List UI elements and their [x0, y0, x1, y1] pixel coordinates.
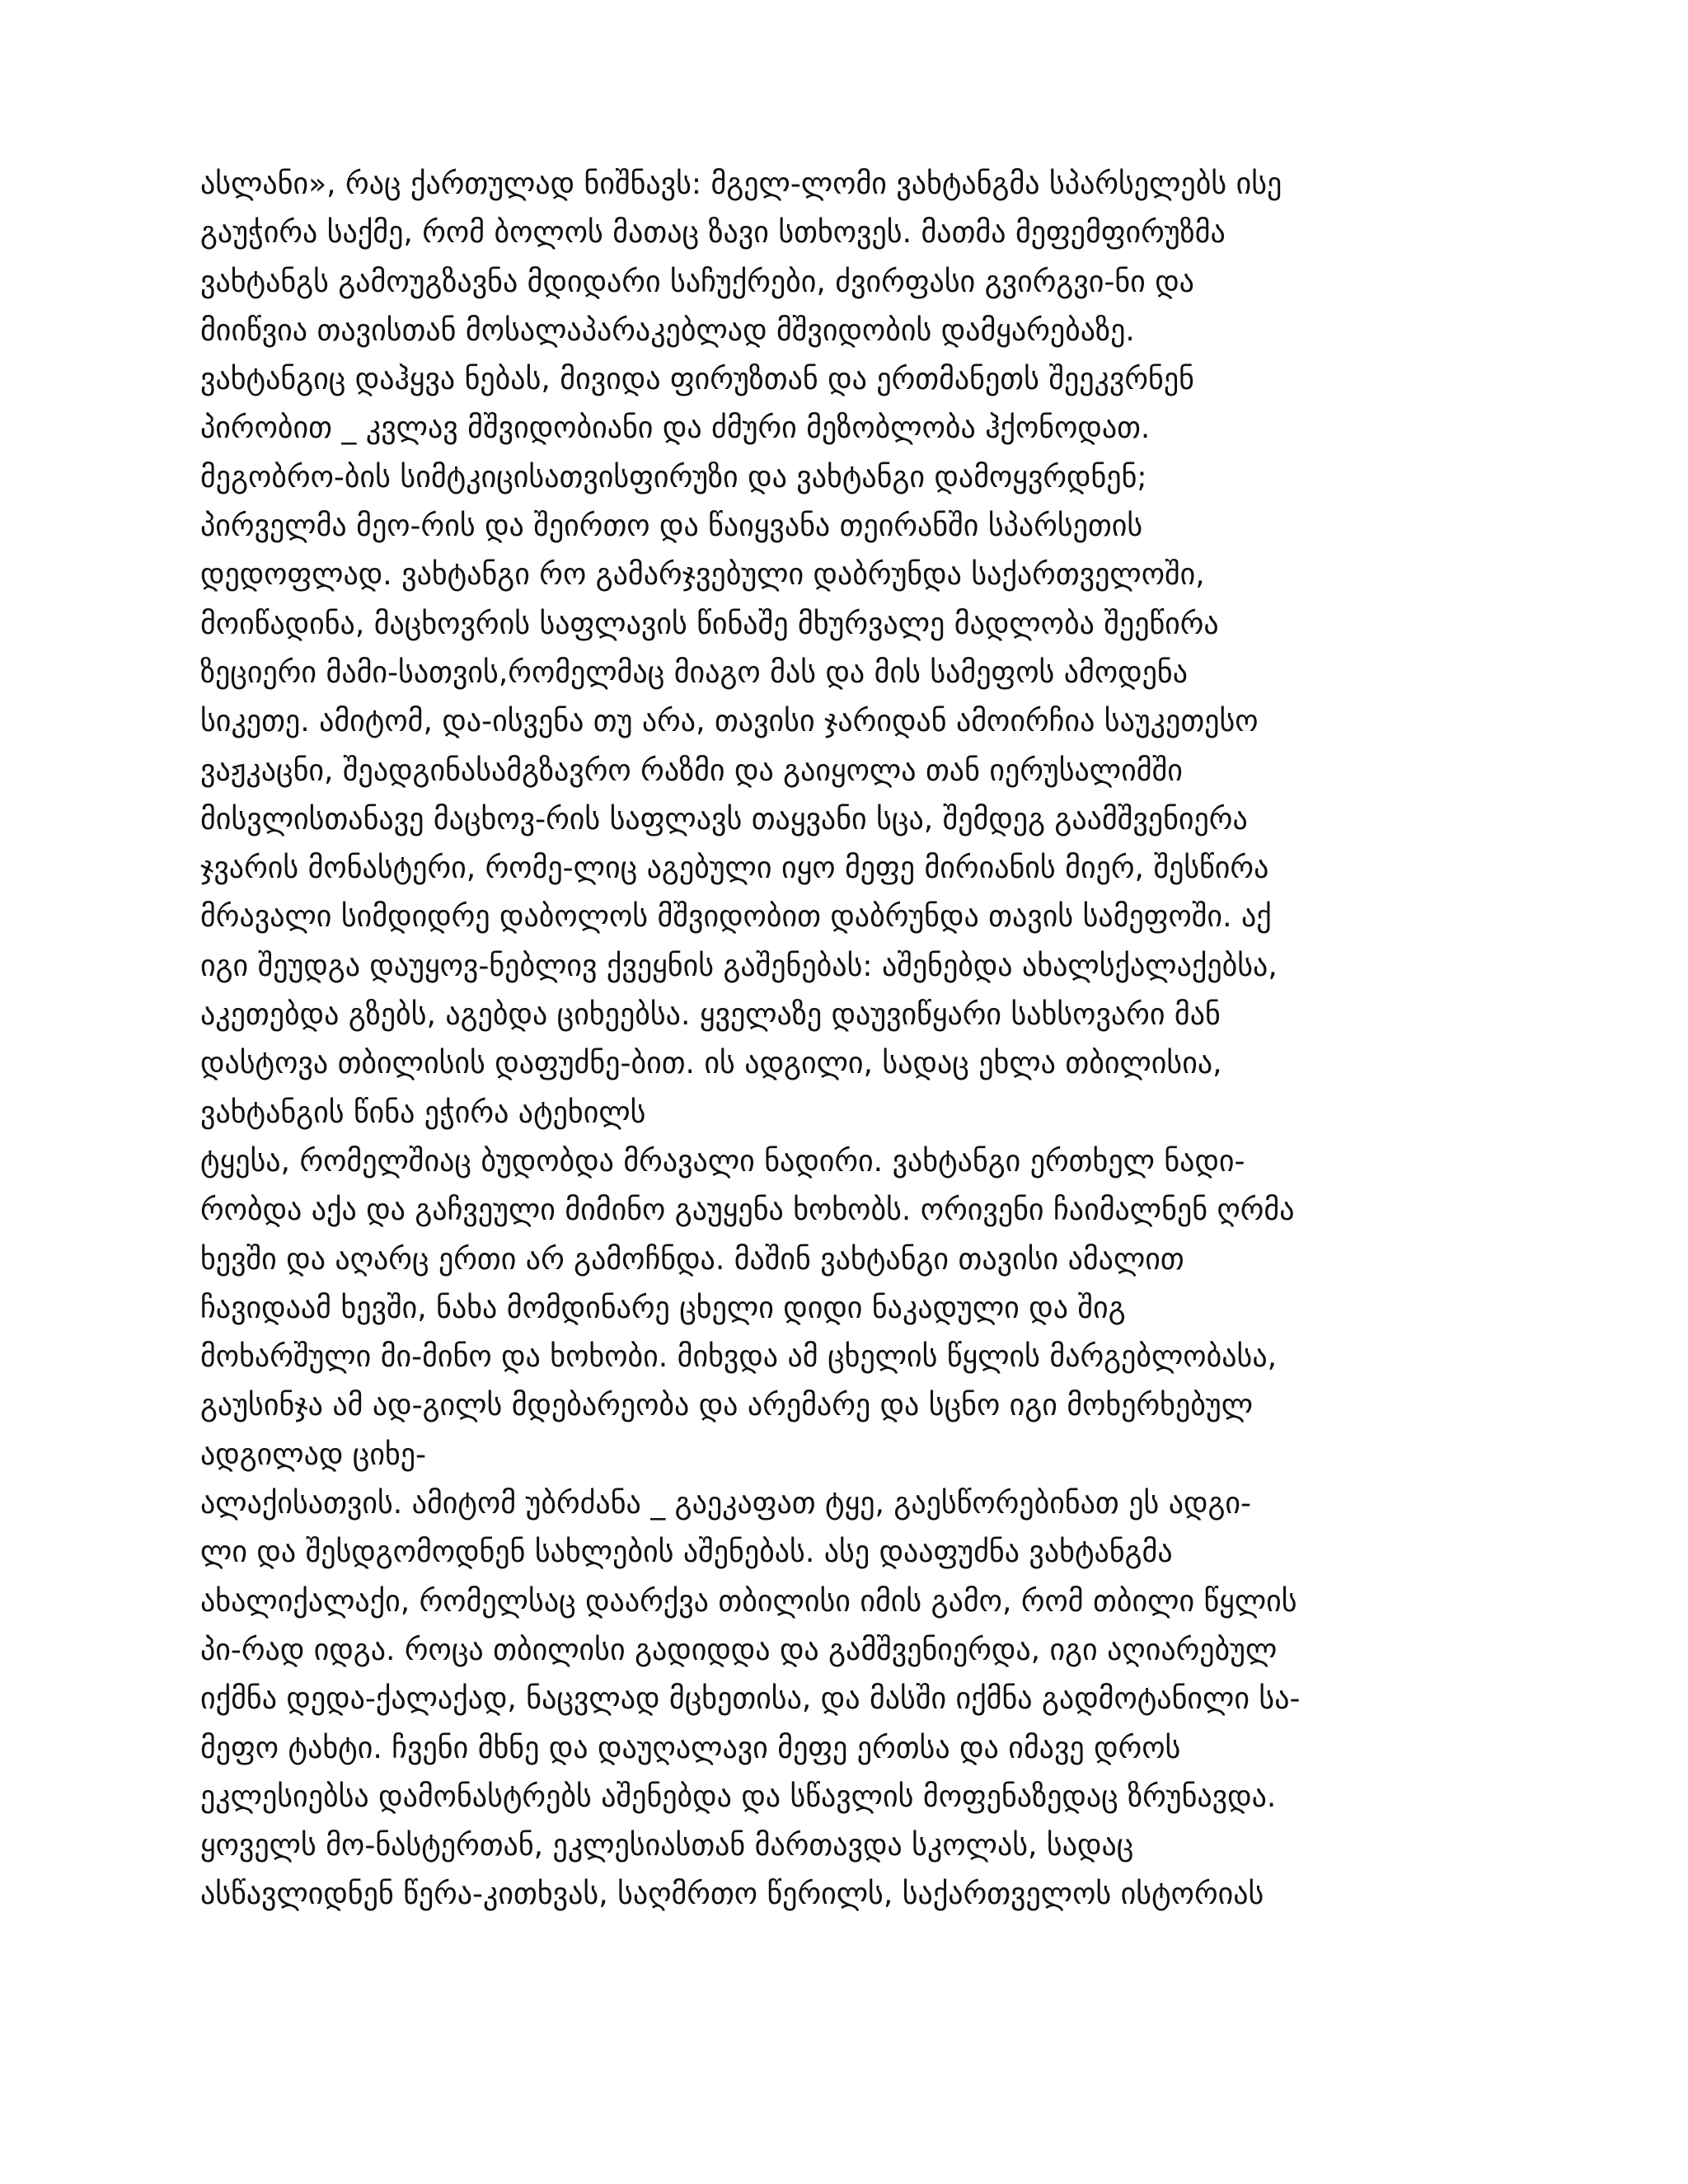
text-line: ხევში და აღარც ერთი არ გამოჩნდა. მაშინ ვახტანგი თავისი ამალით	[200, 1242, 1184, 1277]
text-line: რობდა აქა და გაჩვეული მიმინო გაუყენა ხოხობს. ორივენი ჩაიმალნენ ღრმა	[200, 1193, 1295, 1228]
text-line: მისვლისთანავე მაცხოვ-რის საფლავს თაყვანი სცა, შემდეგ გაამშვენიერა	[200, 802, 1248, 837]
text-line: მეგობრო-ბის სიმტკიცისათვისფირუზი და ვახტანგი დამოყვრდნენ;	[200, 460, 1147, 494]
text-line: ახალიქალაქი, რომელსაც დაარქვა თბილისი იმის გამო, რომ თბილი წყლის	[200, 1584, 1297, 1619]
text-line: პირობით _ კვლავ მშვიდობიანი და ძმური მეზობლობა ჰქონოდათ.	[200, 411, 1151, 446]
text-line: ვახტანგის წინა ეჭირა ატეხილს	[200, 1095, 646, 1130]
text-line: სიკეთე. ამიტომ, და-ისვენა თუ არა, თავისი ჯარიდან ამოირჩია საუკეთესო	[200, 705, 1259, 739]
text-line: ასლანი», რაც ქართულად ნიშნავს: მგელ-ლომი ვახტანგმა სპარსელებს ისე	[200, 167, 1282, 201]
text-line: ზეციერი მამი-სათვის,რომელმაც მიაგო მას და მის სამეფოს ამოდენა	[200, 655, 1188, 690]
text-line: ეკლესიებსა დამონასტრებს აშენებდა და სწავლის მოფენაზედაც ზრუნავდა.	[200, 1779, 1277, 1814]
text-line: იქმნა დედა-ქალაქად, ნაცვლად მცხეთისა, და მასში იქმნა გადმოტანილი სა-	[200, 1682, 1301, 1717]
text-line: მოხარშული მი-მინო და ხოხობი. მიხვდა ამ ცხელის წყლის მარგებლობასა,	[200, 1340, 1278, 1375]
text-line: დედოფლად. ვახტანგი რო გამარჯვებული დაბრუნდა საქართველოში,	[200, 558, 1205, 593]
text-line: მრავალი სიმდიდრე დაბოლოს მშვიდობით დაბრუნდა თავის სამეფოში. აქ	[200, 900, 1272, 935]
text-line: პი-რად იდგა. როცა თბილისი გადიდდა და გამშვენიერდა, იგი აღიარებულ	[200, 1633, 1278, 1667]
text-line: ასწავლიდნენ წერა-კითხვას, საღმრთო წერილს, საქართველოს ისტორიას	[200, 1877, 1264, 1912]
text-line: ლი და შესდგომოდნენ სახლების აშენებას. ასე დააფუძნა ვახტანგმა	[200, 1535, 1173, 1570]
document-page	[200, 160, 1498, 1919]
text-line: ჩავიდაამ ხევში, ნახა მომდინარე ცხელი დიდი ნაკადული და შიგ	[200, 1291, 1126, 1325]
text-line: ადგილად ციხე-	[200, 1437, 427, 1472]
text-line: ყოველს მო-ნასტერთან, ეკლესიასთან მართავდა სკოლას, სადაც	[200, 1829, 1134, 1863]
text-line: დასტოვა თბილისის დაფუძნე-ბით. ის ადგილი, სადაც ეხლა თბილისია,	[200, 1047, 1222, 1081]
text-line: ტყესა, რომელშიაც ბუდობდა მრავალი ნადირი. ვახტანგი ერთხელ ნადი-	[200, 1144, 1245, 1179]
text-line: ალაქისათვის. ამიტომ უბრძანა _ გაეკაფათ ტყე, გაესწორებინათ ეს ადგი-	[200, 1487, 1251, 1521]
text-line: აკეთებდა გზებს, აგებდა ციხეებსა. ყველაზე დაუვიწყარი სახსოვარი მან	[200, 998, 1221, 1033]
text-line: გაუსინჯა ამ ად-გილს მდებარეობა და არემარე და სცნო იგი მოხერხებულ	[200, 1389, 1254, 1423]
text-line: მოიწადინა, მაცხოვრის საფლავის წინაშე მხურვალე მადლობა შეეწირა	[200, 607, 1219, 641]
text-line: მეფო ტახტი. ჩვენი მხნე და დაუღალავი მეფე ერთსა და იმავე დროს	[200, 1731, 1181, 1765]
text-line: პირველმა მეო-რის და შეირთო და წაიყვანა თეირანში სპარსეთის	[200, 509, 1143, 544]
text-line: ჯვარის მონასტერი, რომე-ლიც აგებული იყო მეფე მირიანის მიერ, შესწირა	[200, 851, 1269, 886]
text-line: გაუჭირა საქმე, რომ ბოლოს მათაც ზავი სთხოვეს. მათმა მეფემფირუზმა	[200, 216, 1226, 251]
text-line: იგი შეუდგა დაუყოვ-ნებლივ ქვეყნის გაშენებას: აშენებდა ახალსქალაქებსა,	[200, 949, 1278, 983]
text-line: ვახტანგს გამოუგზავნა მდიდარი საჩუქრები, ძვირფასი გვირგვი-ნი და	[200, 265, 1194, 299]
text-line: ვახტანგიც დაჰყვა ნებას, მივიდა ფირუზთან და ერთმანეთს შეეკვრნენ	[200, 363, 1194, 397]
text-line: ვაჟკაცნი, შეადგინასამგზავრო რაზმი და გაიყოლა თან იერუსალიმში	[200, 753, 1183, 788]
text-line: მიიწვია თავისთან მოსალაპარაკებლად მშვიდობის დამყარებაზე.	[200, 313, 1135, 348]
